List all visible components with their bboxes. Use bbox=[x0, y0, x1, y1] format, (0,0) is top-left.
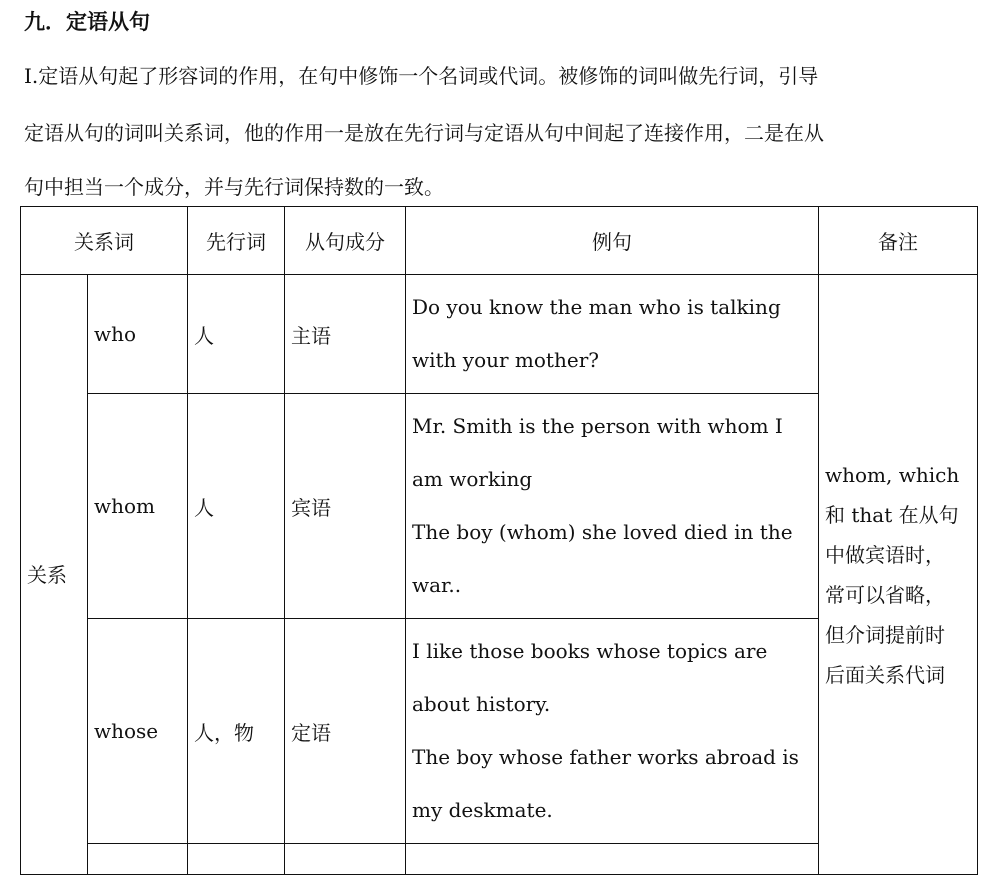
example-cell bbox=[406, 844, 819, 875]
example-sentence: Mr. Smith is the person with whom I am working bbox=[412, 414, 783, 491]
antecedent-cell: 人，物 bbox=[188, 619, 285, 844]
example-cell bbox=[406, 394, 819, 619]
section-heading: 九．定语从句 bbox=[24, 9, 150, 34]
note-line: 但介词提前时 bbox=[825, 622, 945, 647]
antecedent-cell: 人 bbox=[188, 275, 285, 394]
note-line: 中做宾语时， bbox=[825, 542, 945, 567]
note-cell bbox=[819, 275, 978, 875]
note-line: 和 that 在从句 bbox=[825, 502, 959, 527]
clause-role-cell: 定语 bbox=[285, 619, 406, 844]
header-relative-word: 关系词 bbox=[21, 207, 188, 275]
intro-line-1: I.定语从句起了形容词的作用，在句中修饰一个名词或代词。被修饰的词叫做先行词，引导 bbox=[24, 64, 819, 88]
relative-word-cell: whose bbox=[88, 619, 188, 844]
relative-word-cell: whom bbox=[88, 394, 188, 619]
example-sentence: I like those books whose topics are about history. bbox=[412, 639, 768, 716]
intro-line-2: 定语从句的词叫关系词，他的作用一是放在先行词与定语从句中间起了连接作用，二是在从 bbox=[24, 121, 824, 145]
note-line: 后面关系代词 bbox=[825, 662, 945, 687]
header-clause-role: 从句成分 bbox=[285, 207, 406, 275]
note-line: 常可以省略， bbox=[825, 582, 945, 607]
example-sentence: The boy (whom) she loved died in the war.. bbox=[412, 520, 793, 597]
antecedent-cell: 人 bbox=[188, 394, 285, 619]
relative-word-cell: who bbox=[88, 275, 188, 394]
example-cell bbox=[406, 275, 819, 394]
note-line: whom, which bbox=[825, 462, 960, 487]
header-antecedent: 先行词 bbox=[188, 207, 285, 275]
relative-pronoun-table bbox=[20, 206, 978, 875]
example-cell bbox=[406, 619, 819, 844]
clause-role-cell: 宾语 bbox=[285, 394, 406, 619]
relative-word-cell bbox=[88, 844, 188, 875]
header-note: 备注 bbox=[819, 207, 978, 275]
side-category-label: 关系 bbox=[21, 275, 88, 875]
header-example: 例句 bbox=[406, 207, 819, 275]
table-header-row bbox=[21, 207, 978, 275]
intro-line-3: 句中担当一个成分，并与先行词保持数的一致。 bbox=[24, 175, 444, 199]
example-sentence: The boy whose father works abroad is my deskmate. bbox=[412, 745, 799, 822]
clause-role-cell bbox=[285, 844, 406, 875]
example-sentence: Do you know the man who is talking with your mother? bbox=[412, 295, 781, 372]
table-row bbox=[21, 275, 978, 394]
clause-role-cell: 主语 bbox=[285, 275, 406, 394]
antecedent-cell bbox=[188, 844, 285, 875]
